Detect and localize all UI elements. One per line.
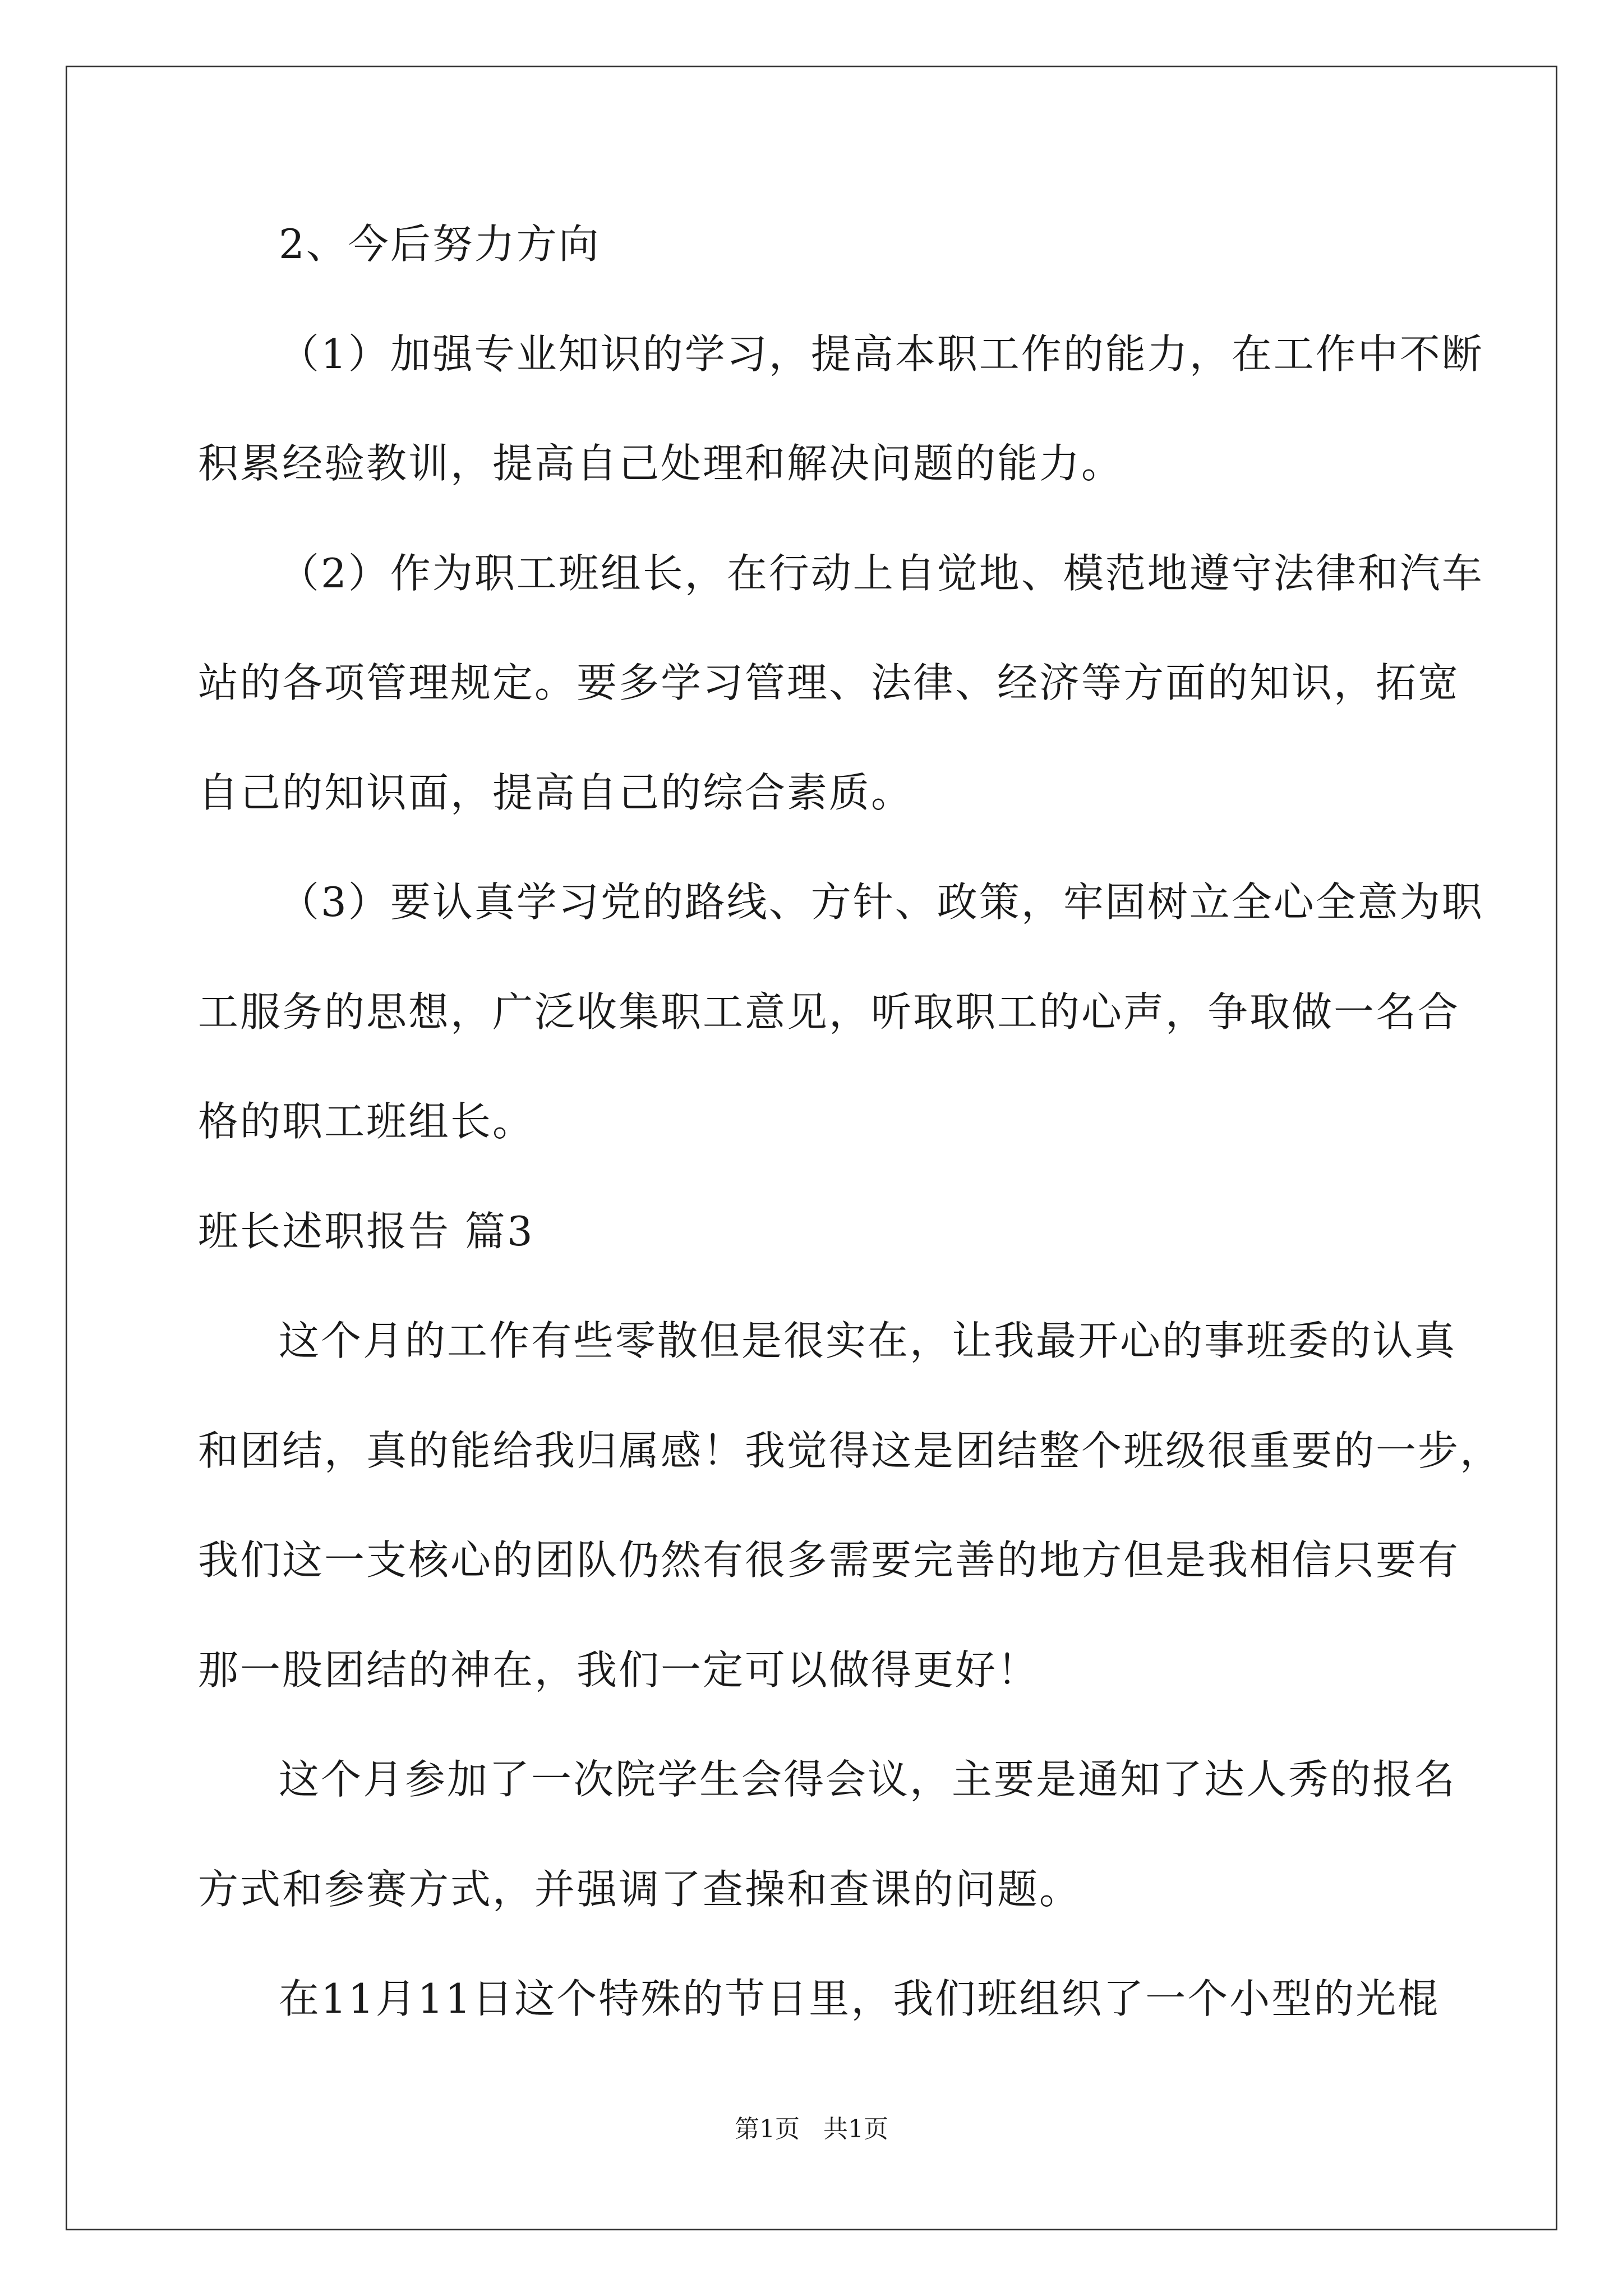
page-footer: 第1页 共1页 [735,2115,888,2143]
text-line: 在11月11日这个特殊的节日里，我们班组织了一个小型的光棍 [279,1975,1440,2022]
text-line: 积累经验教训，提高自己处理和解决问题的能力。 [198,440,1124,487]
text-line: 这个月参加了一次院学生会得会议，主要是通知了达人秀的报名 [279,1756,1457,1803]
text-line: 方式和参赛方式，并强调了查操和查课的问题。 [198,1866,1082,1913]
text-line: （1）加强专业知识的学习，提高本职工作的能力，在工作中不断 [279,330,1484,378]
text-line: 我们这一支核心的团队仍然有很多需要完善的地方但是我相信只要有 [198,1536,1460,1584]
text-line: 这个月的工作有些零散但是很实在，让我最开心的事班委的认真 [279,1317,1457,1364]
text-line: （3）要认真学习党的路线、方针、政策，牢固树立全心全意为职 [279,878,1484,926]
text-line: 和团结，真的能给我归属感！我觉得这是团结整个班级很重要的一步， [198,1427,1502,1474]
text-line: 工服务的思想，广泛收集职工意见，听取职工的心声，争取做一名合 [198,988,1460,1036]
text-line: 2、今后努力方向 [279,220,601,268]
text-line: 站的各项管理规定。要多学习管理、法律、经济等方面的知识，拓宽 [198,659,1460,706]
text-line: 格的职工班组长。 [198,1098,535,1145]
text-line: 自己的知识面，提高自己的综合素质。 [198,769,914,816]
text-line: 班长述职报告 篇3 [198,1208,534,1255]
text-line: 那一股团结的神在，我们一定可以做得更好！ [198,1646,1040,1694]
text-line: （2）作为职工班组长，在行动上自觉地、模范地遵守法律和汽车 [279,550,1484,597]
